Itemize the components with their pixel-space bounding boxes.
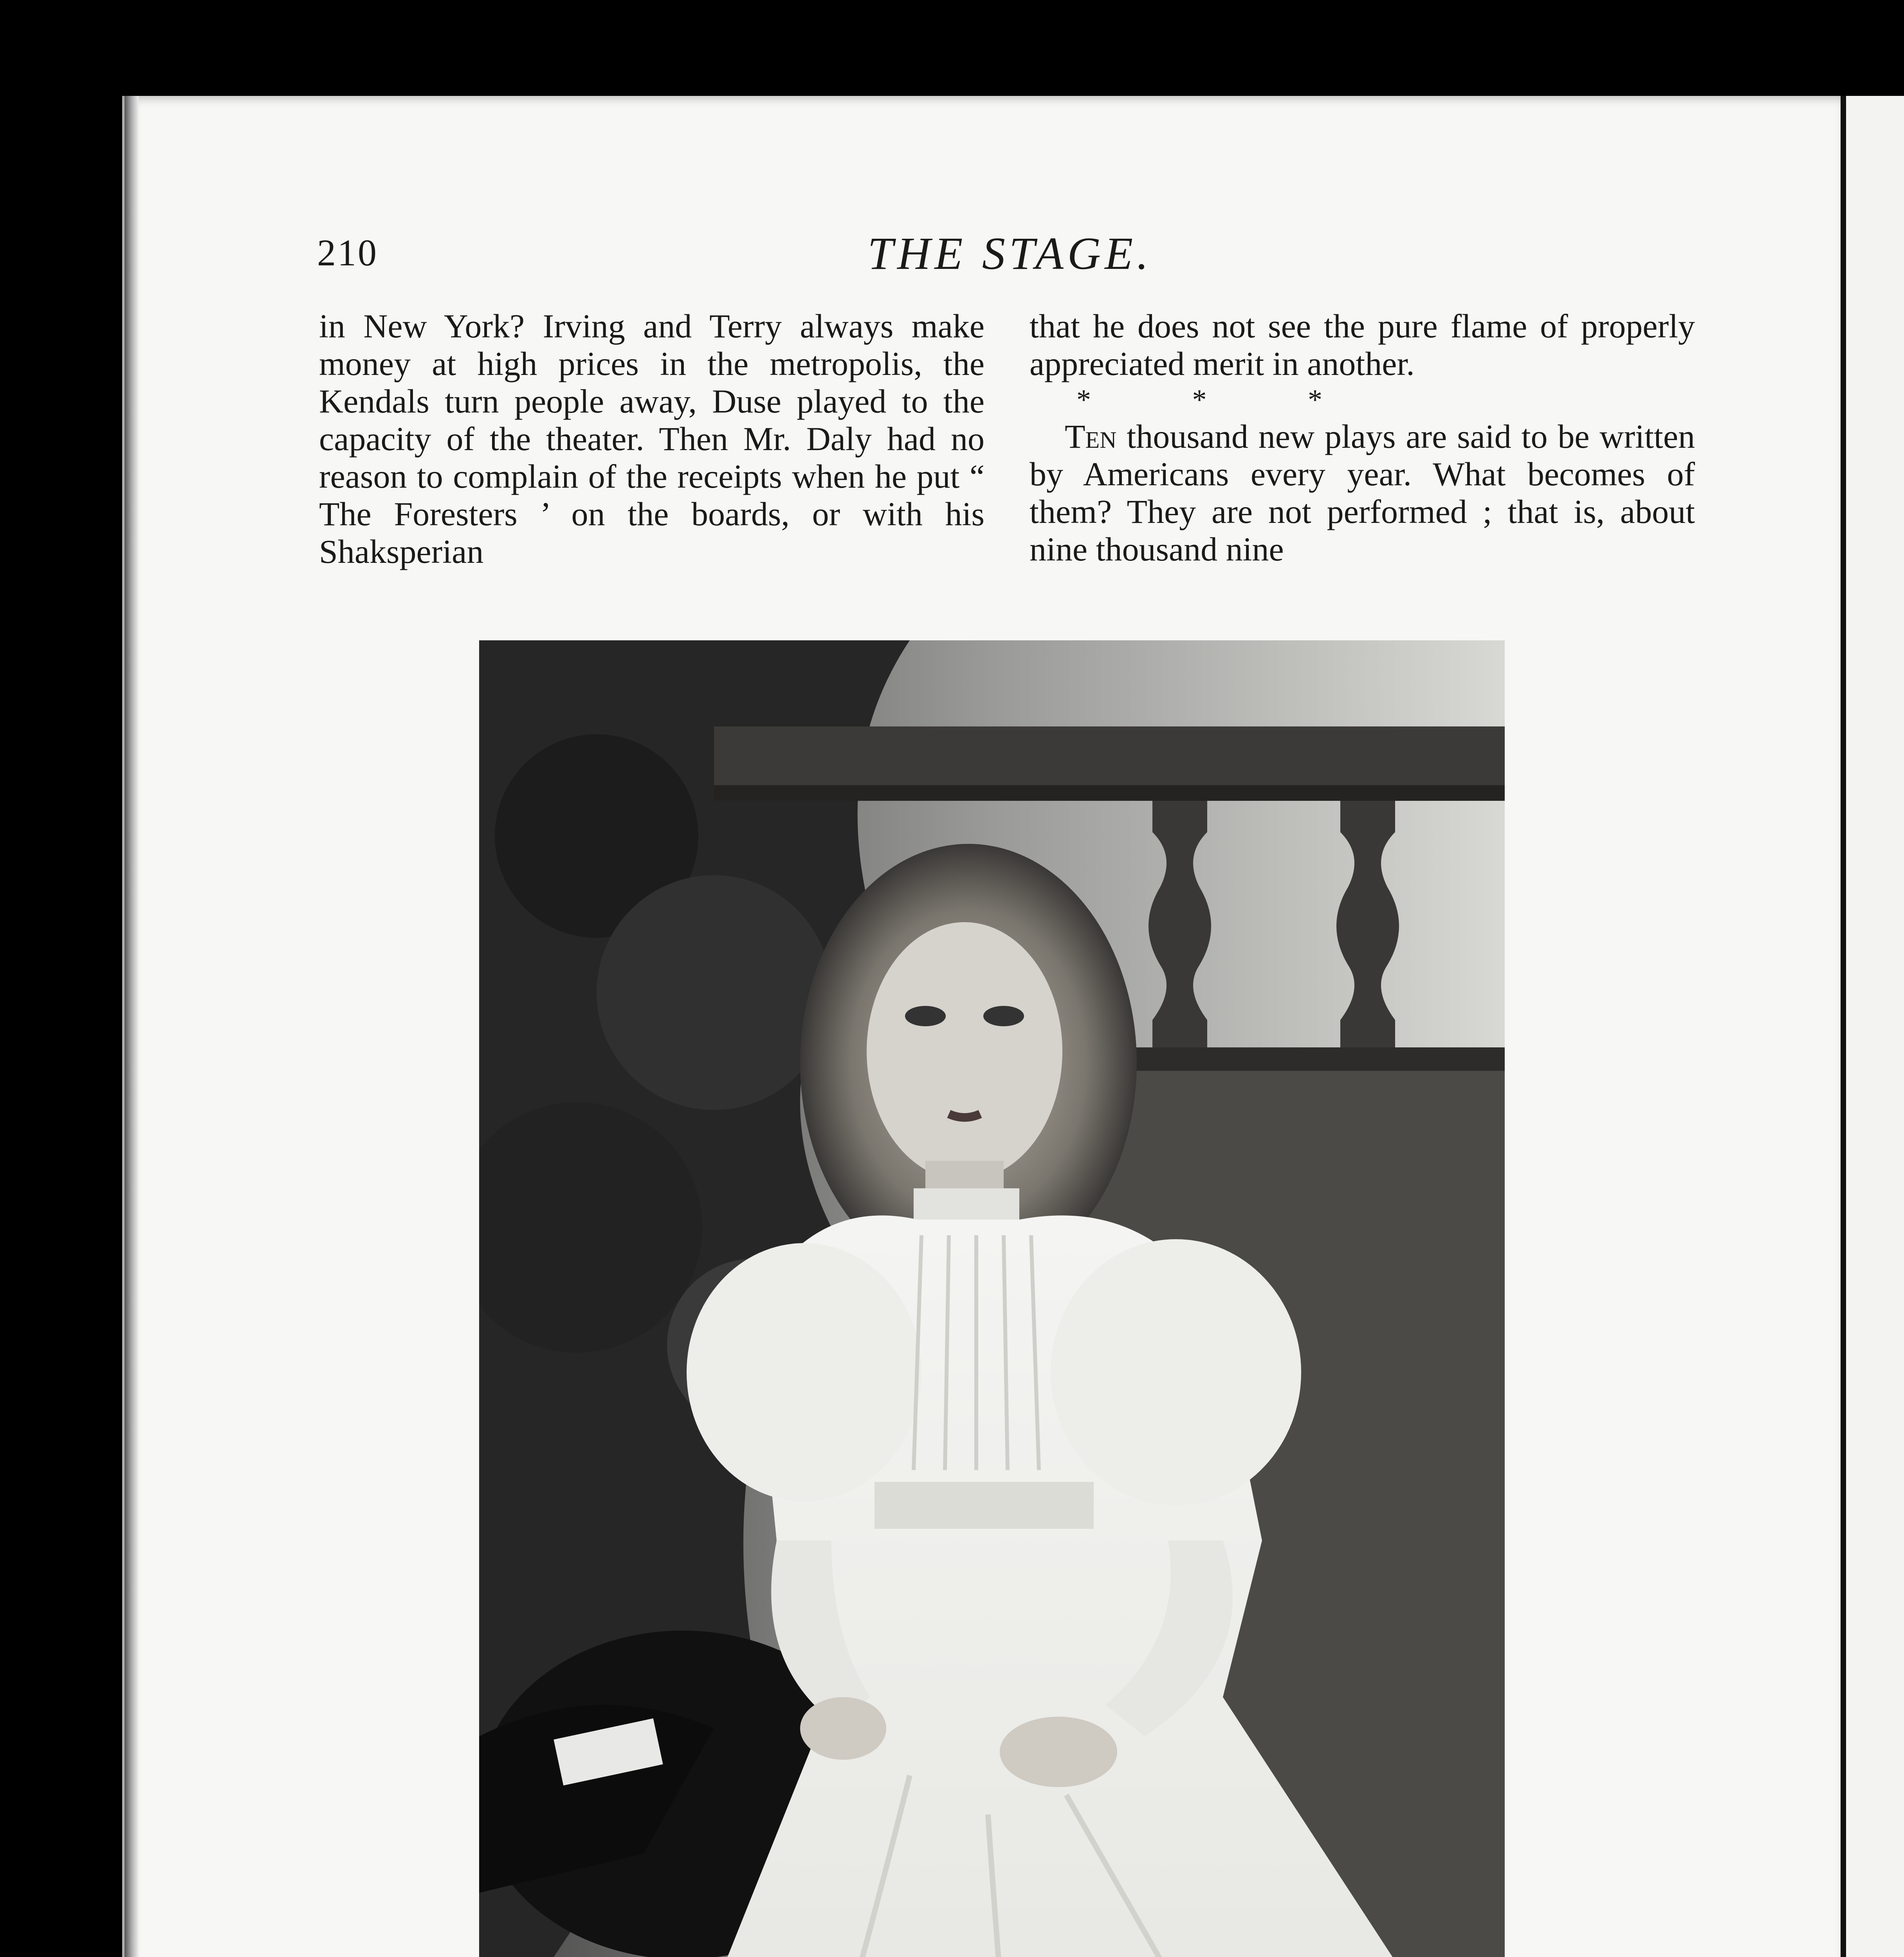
top-left-column [319,307,984,570]
paragraph: that he does not see the pure flame of properly appreciated merit in another. [1030,307,1695,382]
page-header [317,228,1703,282]
small-caps-lead: Ten [1065,418,1117,455]
running-title: THE STAGE. [867,228,1152,279]
paragraph: in New York? Irving and Terry always make money at high prices in the metropolis, the Kendals turn people away, Duse played to the capacity of the theater. Then Mr. Daly had no reason to complain of the receipts when he put “ The Foresters ’ on the boards, or with his Shaksperian [319,307,984,570]
page-gutter [124,96,139,1957]
portrait-photograph [479,640,1505,1957]
paragraph [1030,418,1695,568]
portrait-image [479,640,1505,1957]
section-separator: * * * [1076,384,1369,416]
facing-page-edge [1841,96,1904,1957]
paragraph-text: thousand new plays are said to be written by Americans every year. What becomes of them? They are not performed ; that is, about nine thousand nine [1030,418,1695,568]
page-number: 210 [317,232,378,274]
top-right-column [1030,307,1695,568]
